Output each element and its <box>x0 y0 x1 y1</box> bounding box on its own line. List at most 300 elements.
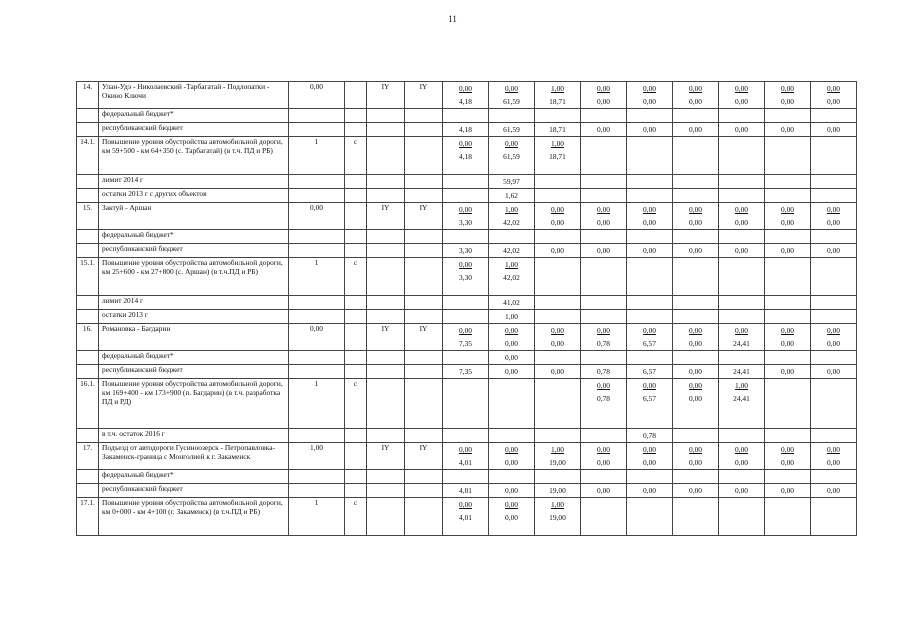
empty-cell <box>535 296 581 310</box>
value-bottom: 0,00 <box>505 339 518 348</box>
col-c1 <box>345 324 367 351</box>
value-cell <box>673 82 719 109</box>
value-cell: 0,00 <box>765 244 811 258</box>
empty-cell <box>535 429 581 443</box>
empty-cell <box>289 296 345 310</box>
value-top: 0,00 <box>597 381 610 390</box>
value-bottom: 0,00 <box>781 339 794 348</box>
table-row <box>77 310 857 324</box>
value-bottom: 4,18 <box>459 97 472 106</box>
value-cell: 4,01 <box>443 484 489 498</box>
value-top: 0,00 <box>505 326 518 335</box>
empty-cell <box>719 296 765 310</box>
empty-cell <box>811 310 857 324</box>
empty-cell <box>811 258 857 296</box>
row-name: остатки 2013 г <box>99 310 289 324</box>
empty-cell <box>535 175 581 189</box>
empty-cell <box>765 296 811 310</box>
value-cell <box>673 443 719 470</box>
empty-cell <box>581 175 627 189</box>
value-top: 0,00 <box>459 445 472 454</box>
empty-cell <box>765 310 811 324</box>
value-cell: 19,00 <box>535 484 581 498</box>
value-cell: 0,00 <box>581 484 627 498</box>
value-cell: 0,00 <box>673 365 719 379</box>
value-cell <box>765 351 811 365</box>
value-top: 0,00 <box>505 139 518 148</box>
value-cell <box>811 109 857 123</box>
value-cell <box>719 109 765 123</box>
table-row <box>77 365 857 379</box>
capacity: 1,00 <box>289 443 345 470</box>
col-c2: IY <box>367 203 405 230</box>
value-cell <box>535 137 581 175</box>
empty-cell <box>367 123 405 137</box>
row-name: республиканский бюджет <box>99 244 289 258</box>
table-row <box>77 123 857 137</box>
empty-cell <box>719 175 765 189</box>
empty-cell <box>345 109 367 123</box>
value-cell: 0,78 <box>581 365 627 379</box>
value-bottom: 6,57 <box>643 339 656 348</box>
empty-cell <box>289 470 345 484</box>
empty-cell <box>811 175 857 189</box>
value-bottom: 0,00 <box>827 339 840 348</box>
table-row <box>77 429 857 443</box>
table-row <box>77 258 857 296</box>
value-bottom: 0,00 <box>689 394 702 403</box>
value-top: 0,00 <box>827 445 840 454</box>
value-cell <box>627 379 673 429</box>
empty-cell <box>289 175 345 189</box>
table-row <box>77 484 857 498</box>
value-bottom: 0,00 <box>551 218 564 227</box>
table-row <box>77 470 857 484</box>
value-cell <box>443 109 489 123</box>
empty-cell <box>627 137 673 175</box>
value-cell: 0,00 <box>673 244 719 258</box>
value-top: 0,00 <box>689 84 702 93</box>
value-bottom: 0,00 <box>689 339 702 348</box>
value-cell <box>443 324 489 351</box>
empty-cell <box>405 244 443 258</box>
value-top: 0,00 <box>505 445 518 454</box>
col-c1 <box>345 82 367 109</box>
capacity: 1 <box>289 379 345 429</box>
value-bottom: 3,30 <box>459 218 472 227</box>
value-cell <box>673 470 719 484</box>
value-cell <box>627 443 673 470</box>
col-c2: IY <box>367 443 405 470</box>
empty-cell <box>811 498 857 536</box>
row-number: 17.1. <box>77 498 99 536</box>
value-cell <box>443 351 489 365</box>
empty-cell <box>345 484 367 498</box>
value-cell <box>535 470 581 484</box>
value-top: 0,00 <box>735 326 748 335</box>
empty-cell <box>673 429 719 443</box>
row-number: 16.1. <box>77 379 99 429</box>
value-top: 0,00 <box>689 381 702 390</box>
empty-cell <box>489 429 535 443</box>
value-bottom: 0,00 <box>643 458 656 467</box>
empty-cell <box>765 189 811 203</box>
value-cell <box>581 470 627 484</box>
table-row <box>77 175 857 189</box>
empty-cell <box>765 258 811 296</box>
value-bottom: 0,00 <box>735 218 748 227</box>
value-cell: 0,00 <box>811 244 857 258</box>
capacity: 0,00 <box>289 324 345 351</box>
value-top: 0,00 <box>643 381 656 390</box>
value-top: 0,00 <box>505 84 518 93</box>
empty-cell <box>367 296 405 310</box>
value-top: 0,00 <box>827 205 840 214</box>
empty-cell <box>405 429 443 443</box>
value-cell: 6,57 <box>627 365 673 379</box>
row-number <box>77 351 99 365</box>
empty-cell <box>719 189 765 203</box>
value-cell <box>765 324 811 351</box>
value-cell: 0,00 <box>581 244 627 258</box>
row-name: республиканский бюджет <box>99 123 289 137</box>
empty-cell <box>443 175 489 189</box>
empty-cell <box>489 379 535 429</box>
value-cell <box>489 470 535 484</box>
value-top: 0,00 <box>827 326 840 335</box>
empty-cell <box>673 258 719 296</box>
row-name: Зактуй - Аршан <box>99 203 289 230</box>
value-cell: 1,62 <box>489 189 535 203</box>
value-cell: 59,97 <box>489 175 535 189</box>
empty-cell <box>627 175 673 189</box>
value-cell <box>443 137 489 175</box>
empty-cell <box>367 429 405 443</box>
value-cell <box>719 203 765 230</box>
value-bottom: 0,00 <box>597 458 610 467</box>
value-bottom: 0,00 <box>689 97 702 106</box>
empty-cell <box>443 296 489 310</box>
value-cell <box>765 203 811 230</box>
value-cell <box>765 82 811 109</box>
row-number: 15.1. <box>77 258 99 296</box>
empty-cell <box>581 429 627 443</box>
row-number <box>77 429 99 443</box>
row-name: Повышение уровня обустройства автомобильной дороги, км 25+600 - км 27+800 (с. Аршан) (в т.ч.ПД и РБ) <box>99 258 289 296</box>
value-cell <box>443 230 489 244</box>
row-number: 17. <box>77 443 99 470</box>
row-name: Подъезд от автодороги Гусиноозерск - Петропавловка-Закаменск-граница с Монголией к г. Закаменск <box>99 443 289 470</box>
row-number <box>77 230 99 244</box>
value-cell <box>719 82 765 109</box>
value-cell <box>443 82 489 109</box>
value-cell <box>581 324 627 351</box>
table-row <box>77 379 857 429</box>
value-bottom: 0,00 <box>827 218 840 227</box>
empty-cell <box>345 365 367 379</box>
table-row <box>77 189 857 203</box>
value-cell <box>673 203 719 230</box>
row-number: 16. <box>77 324 99 351</box>
value-bottom: 0,00 <box>597 97 610 106</box>
value-bottom: 42,02 <box>503 218 520 227</box>
empty-cell <box>581 258 627 296</box>
empty-cell <box>719 258 765 296</box>
empty-cell <box>535 189 581 203</box>
value-top: 1,00 <box>551 139 564 148</box>
empty-cell <box>345 310 367 324</box>
empty-cell <box>289 484 345 498</box>
col-c3: IY <box>405 324 443 351</box>
col-c3: IY <box>405 203 443 230</box>
value-cell <box>673 351 719 365</box>
value-cell <box>489 203 535 230</box>
empty-cell <box>673 175 719 189</box>
value-cell <box>535 109 581 123</box>
table-row <box>77 443 857 470</box>
value-cell: 0,00 <box>489 484 535 498</box>
value-cell <box>535 351 581 365</box>
value-cell <box>811 82 857 109</box>
value-cell: 0,00 <box>489 365 535 379</box>
budget-table <box>76 81 857 536</box>
value-cell: 0,00 <box>535 244 581 258</box>
value-top: 0,00 <box>459 205 472 214</box>
value-top: 1,00 <box>505 260 518 269</box>
empty-cell <box>289 109 345 123</box>
empty-cell <box>443 189 489 203</box>
value-bottom: 0,00 <box>781 458 794 467</box>
value-cell: 0,00 <box>489 351 535 365</box>
empty-cell <box>673 137 719 175</box>
empty-cell <box>289 351 345 365</box>
value-cell <box>673 109 719 123</box>
value-cell <box>719 470 765 484</box>
row-name: федеральный бюджет* <box>99 470 289 484</box>
value-cell <box>765 230 811 244</box>
row-number <box>77 296 99 310</box>
value-cell <box>811 230 857 244</box>
value-top: 0,00 <box>689 445 702 454</box>
value-top: 1,00 <box>505 205 518 214</box>
empty-cell <box>535 379 581 429</box>
value-cell <box>627 109 673 123</box>
row-number <box>77 244 99 258</box>
value-cell: 1,00 <box>489 310 535 324</box>
empty-cell <box>811 137 857 175</box>
value-top: 0,00 <box>735 84 748 93</box>
empty-cell <box>765 379 811 429</box>
capacity: 1 <box>289 137 345 175</box>
value-cell: 0,00 <box>719 123 765 137</box>
row-name: остатки 2013 г с других объектов <box>99 189 289 203</box>
empty-cell <box>289 230 345 244</box>
value-cell <box>811 443 857 470</box>
empty-cell <box>627 258 673 296</box>
row-name: Повышение уровня обустройства автомобильной дороги, км 0+000 - км 4+100 (г. Закаменск) (в т.ч.ПД и РБ) <box>99 498 289 536</box>
row-number <box>77 175 99 189</box>
empty-cell <box>405 230 443 244</box>
empty-cell <box>627 498 673 536</box>
empty-cell <box>627 189 673 203</box>
capacity: 1 <box>289 498 345 536</box>
empty-cell <box>673 498 719 536</box>
value-cell: 18,71 <box>535 123 581 137</box>
empty-cell <box>289 365 345 379</box>
row-number <box>77 310 99 324</box>
value-cell <box>719 443 765 470</box>
empty-cell <box>765 175 811 189</box>
col-c1: с <box>345 379 367 429</box>
value-top: 0,00 <box>827 84 840 93</box>
empty-cell <box>367 175 405 189</box>
col-c1: с <box>345 137 367 175</box>
value-top: 0,00 <box>643 326 656 335</box>
value-top: 1,00 <box>551 500 564 509</box>
empty-cell <box>289 429 345 443</box>
empty-cell <box>367 258 405 296</box>
value-bottom: 0,00 <box>689 218 702 227</box>
empty-cell <box>367 244 405 258</box>
empty-cell <box>673 310 719 324</box>
empty-cell <box>811 429 857 443</box>
table-row <box>77 109 857 123</box>
value-cell <box>719 230 765 244</box>
empty-cell <box>345 175 367 189</box>
col-c1 <box>345 443 367 470</box>
value-cell: 0,00 <box>765 123 811 137</box>
value-top: 0,00 <box>735 445 748 454</box>
value-bottom: 0,00 <box>505 458 518 467</box>
value-bottom: 0,00 <box>505 513 518 522</box>
value-top: 0,00 <box>643 205 656 214</box>
value-bottom: 18,71 <box>549 152 566 161</box>
table-row <box>77 82 857 109</box>
capacity: 0,00 <box>289 203 345 230</box>
value-bottom: 24,41 <box>733 394 750 403</box>
empty-cell <box>289 244 345 258</box>
empty-cell <box>289 189 345 203</box>
value-cell <box>719 351 765 365</box>
value-cell <box>627 351 673 365</box>
value-top: 0,00 <box>459 260 472 269</box>
value-cell <box>673 324 719 351</box>
value-cell <box>581 379 627 429</box>
value-cell: 0,00 <box>535 365 581 379</box>
value-top: 0,00 <box>781 445 794 454</box>
value-bottom: 0,00 <box>735 97 748 106</box>
value-cell <box>719 379 765 429</box>
row-number <box>77 189 99 203</box>
value-cell <box>535 443 581 470</box>
empty-cell <box>345 470 367 484</box>
value-cell <box>811 203 857 230</box>
value-cell <box>811 351 857 365</box>
value-cell <box>489 258 535 296</box>
value-cell <box>627 470 673 484</box>
empty-cell <box>345 123 367 137</box>
table-row <box>77 230 857 244</box>
empty-cell <box>345 429 367 443</box>
table-row <box>77 296 857 310</box>
table-row <box>77 137 857 175</box>
empty-cell <box>345 244 367 258</box>
value-cell: 7,35 <box>443 365 489 379</box>
table-row <box>77 203 857 230</box>
empty-cell <box>405 470 443 484</box>
value-cell: 0,00 <box>719 484 765 498</box>
row-name: в т.ч. остаток 2016 г <box>99 429 289 443</box>
value-top: 0,00 <box>781 326 794 335</box>
empty-cell <box>367 470 405 484</box>
empty-cell <box>367 498 405 536</box>
row-name: Повышение уровня обустройства автомобильной дороги, км 169+400 - км 173+900 (п. Багдарин) (в т.ч. разработка ПД и РД) <box>99 379 289 429</box>
value-top: 0,00 <box>505 500 518 509</box>
value-bottom: 3,30 <box>459 273 472 282</box>
col-c2: IY <box>367 82 405 109</box>
value-cell: 0,00 <box>581 123 627 137</box>
value-cell: 0,00 <box>719 244 765 258</box>
empty-cell <box>289 123 345 137</box>
value-bottom: 61,59 <box>503 152 520 161</box>
value-top: 0,00 <box>689 326 702 335</box>
value-cell <box>811 324 857 351</box>
empty-cell <box>627 310 673 324</box>
empty-cell <box>405 379 443 429</box>
value-cell <box>535 230 581 244</box>
value-top: 0,00 <box>459 500 472 509</box>
value-bottom: 0,00 <box>735 458 748 467</box>
value-cell <box>765 443 811 470</box>
value-bottom: 0,78 <box>597 339 610 348</box>
col-c3: IY <box>405 443 443 470</box>
value-top: 1,00 <box>551 445 564 454</box>
empty-cell <box>443 429 489 443</box>
value-cell <box>443 443 489 470</box>
value-cell <box>581 230 627 244</box>
row-number: 14.1. <box>77 137 99 175</box>
value-cell <box>535 203 581 230</box>
table-row <box>77 498 857 536</box>
value-cell: 0,00 <box>673 123 719 137</box>
value-cell <box>627 230 673 244</box>
value-cell: 0,00 <box>811 123 857 137</box>
value-cell <box>581 109 627 123</box>
value-top: 0,00 <box>689 205 702 214</box>
value-bottom: 0,00 <box>643 218 656 227</box>
empty-cell <box>345 230 367 244</box>
row-name: лимит 2014 г <box>99 175 289 189</box>
value-cell: 4,18 <box>443 123 489 137</box>
col-c1: с <box>345 258 367 296</box>
row-name: федеральный бюджет* <box>99 109 289 123</box>
value-bottom: 0,00 <box>827 97 840 106</box>
value-cell <box>443 203 489 230</box>
value-top: 0,00 <box>597 205 610 214</box>
value-top: 1,00 <box>735 381 748 390</box>
value-cell <box>489 109 535 123</box>
empty-cell <box>765 498 811 536</box>
value-top: 0,00 <box>459 84 472 93</box>
empty-cell <box>405 109 443 123</box>
empty-cell <box>367 351 405 365</box>
value-cell: 0,00 <box>765 365 811 379</box>
row-number <box>77 123 99 137</box>
value-cell <box>489 443 535 470</box>
value-top: 0,00 <box>597 445 610 454</box>
value-bottom: 0,00 <box>781 218 794 227</box>
value-cell <box>489 498 535 536</box>
